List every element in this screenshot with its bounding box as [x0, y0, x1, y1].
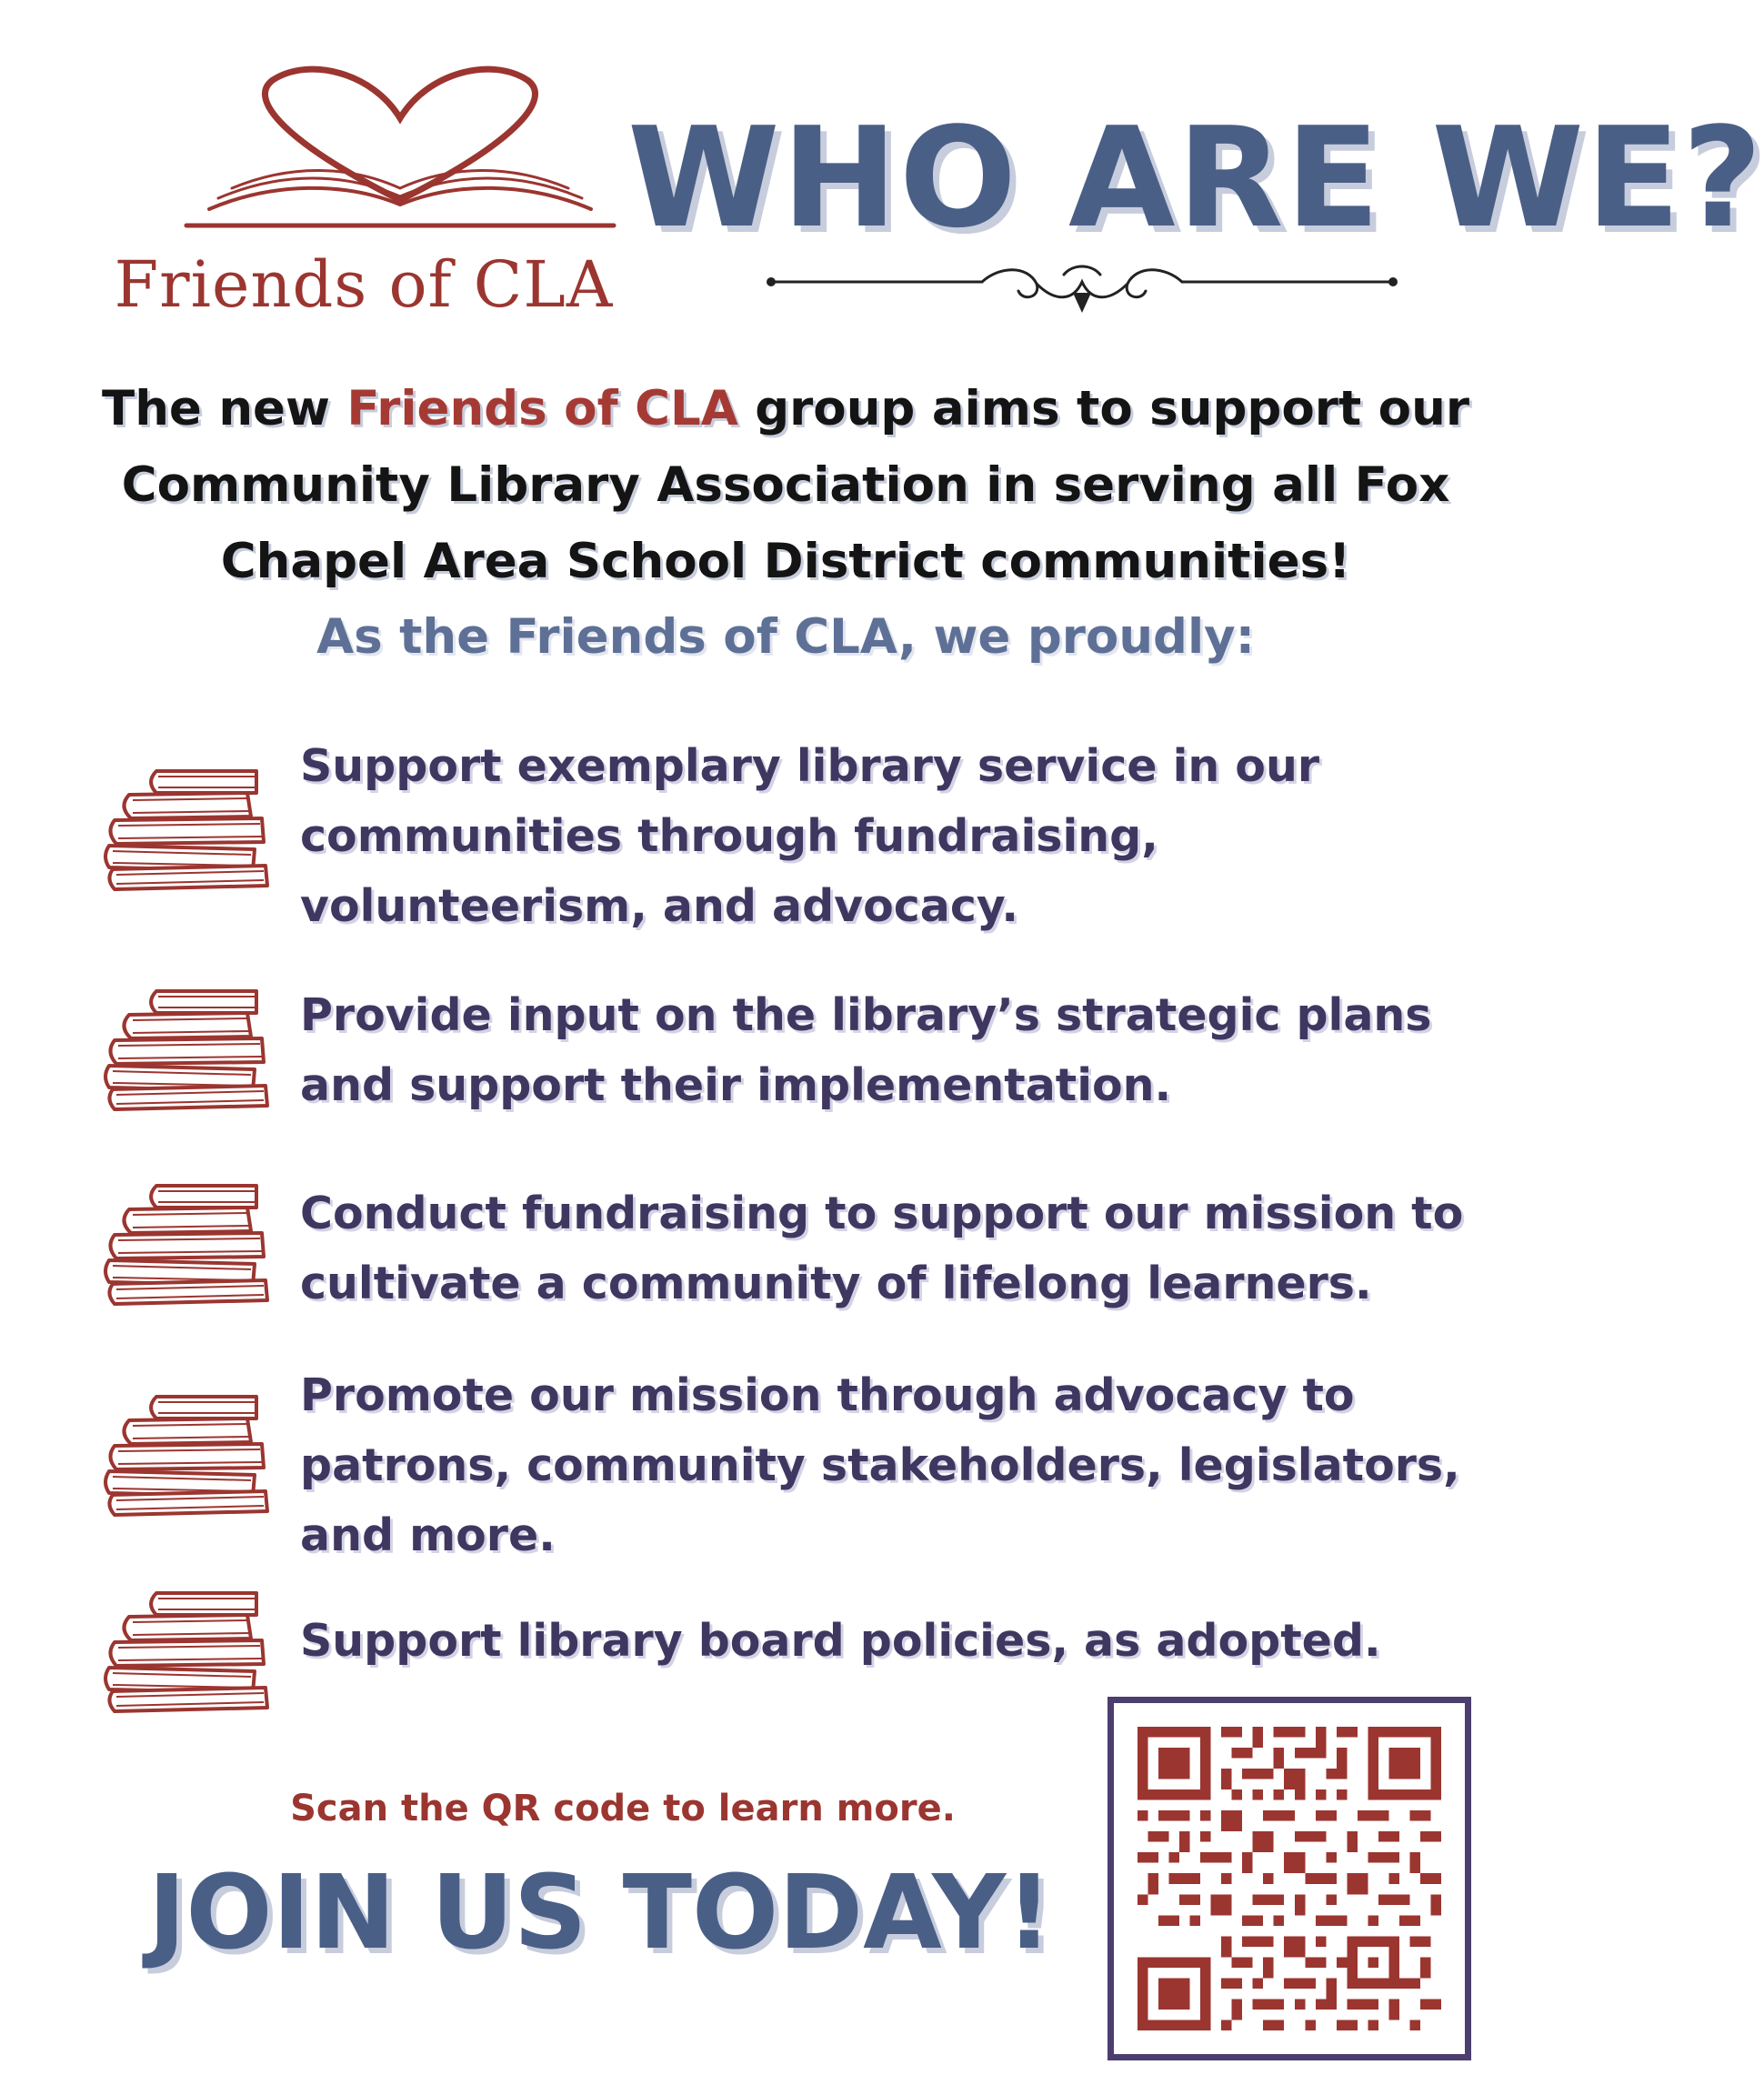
scan-instruction: Scan the QR code to learn more. — [290, 1788, 956, 1829]
book-stack-icon — [102, 986, 273, 1111]
intro-text-after: group aims to support our Community Library Association in serving all Fox Chapel Area School District communities! — [121, 381, 1469, 589]
qr-code-icon — [1138, 1727, 1441, 2030]
intro-highlight: Friends of CLA — [346, 381, 738, 436]
book-stack-icon — [102, 1180, 273, 1306]
book-stack-icon — [102, 766, 273, 891]
call-to-action: JOIN US TODAY! — [147, 1854, 1053, 1972]
list-item: Conduct fundraising to support our mission to cultivate a community of lifelong learners. — [300, 1188, 1464, 1309]
intro-paragraph — [55, 371, 1517, 600]
subheading: As the Friends of CLA, we proudly: — [316, 609, 1255, 665]
heart-book-logo-icon — [182, 64, 618, 236]
list-item: Support exemplary library service in our communities through fundraising, volunteerism, and advocacy. — [300, 740, 1320, 932]
page-title: WHO ARE WE? — [627, 97, 1764, 258]
qr-code[interactable] — [1108, 1697, 1471, 2060]
intro-text-before: The new — [102, 381, 347, 436]
ornamental-divider-icon — [764, 256, 1400, 320]
brand-name: Friends of CLA — [114, 247, 614, 322]
book-stack-icon — [102, 1391, 273, 1517]
list-item: Provide input on the library’s strategic plans and support their implementation. — [300, 989, 1432, 1111]
list-item: Support library board policies, as adopted. — [300, 1615, 1381, 1667]
list-item: Promote our mission through advocacy to patrons, community stakeholders, legislators, and more. — [300, 1369, 1460, 1561]
book-stack-icon — [102, 1588, 273, 1713]
